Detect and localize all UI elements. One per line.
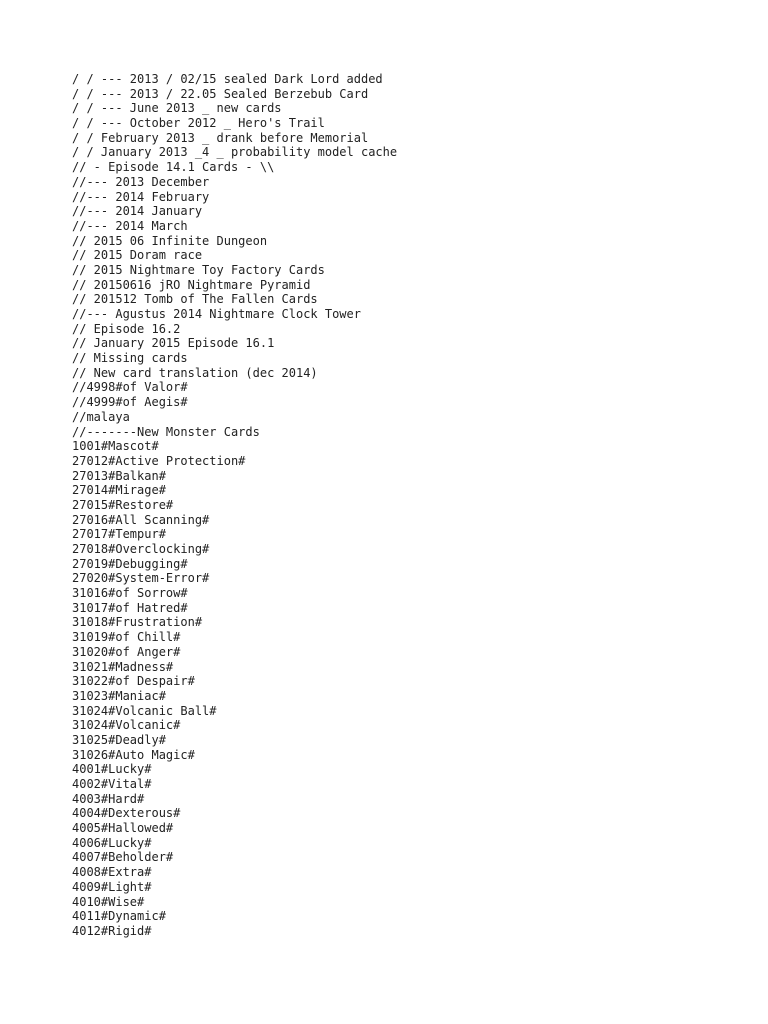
text-line: 31016#of Sorrow# [72,586,188,601]
text-line: 31024#Volcanic# [72,718,181,733]
text-line: 27018#Overclocking# [72,542,210,556]
text-line: //--- 2014 February [72,189,210,204]
text-line: 4008#Extra# [72,865,152,880]
text-line: / / --- June 2013 _ new cards [72,101,282,116]
text-line: 1001#Mascot# [72,439,159,454]
text-line: 4001#Lucky# [72,762,152,777]
text-line: // 2015 06 Infinite Dungeon [72,233,268,248]
text-line: 27019#Debugging# [72,556,188,571]
text-line: // - Episode 14.1 Cards - \\ [72,160,275,175]
text-line: / / --- October 2012 _ Hero's Trail [72,116,325,131]
text-line: // 20150616 jRO Nightmare Pyramid [72,277,311,292]
text-line: 31022#of Despair# [72,674,195,689]
text-line: 27016#All Scanning# [72,512,210,527]
text-line: //malaya [72,409,130,424]
text-line: 4010#Wise# [72,894,145,909]
text-line: // New card translation (dec 2014) [72,365,318,380]
text-line: 4005#Hallowed# [72,821,174,836]
text-line: 31026#Auto Magic# [72,747,195,762]
document-text [72,72,397,939]
text-line: 31021#Madness# [72,659,174,674]
text-line: 31020#of Anger# [72,644,181,659]
text-line: 31019#of Chill# [72,630,181,645]
text-line: // 2015 Doram race [72,248,203,263]
text-line: 4007#Beholder# [72,850,174,865]
text-line: //--- 2014 March [72,218,188,233]
text-line: 4012#Rigid# [72,923,152,938]
text-line: 4009#Light# [72,879,152,894]
text-line: 4011#Dynamic# [72,909,166,924]
text-line: // January 2015 Episode 16.1 [72,336,275,351]
text-line: // 2015 Nightmare Toy Factory Cards [72,262,325,277]
text-line: 31025#Deadly# [72,732,166,747]
text-line: //-------New Monster Cards [72,424,260,439]
text-line: //4999#of Aegis# [72,395,188,410]
text-line: // Episode 16.2 [72,321,181,336]
text-line: / / February 2013 _ drank before Memorial [72,130,369,145]
text-line: 27020#System-Error# [72,571,210,586]
text-line: //--- Agustus 2014 Nightmare Clock Tower [72,307,361,321]
text-line: // Missing cards [72,351,188,366]
text-line: 4003#Hard# [72,791,145,806]
text-line: //--- 2014 January [72,204,203,219]
text-line: 31024#Volcanic Ball# [72,703,217,718]
text-line: 31023#Maniac# [72,688,166,703]
text-line: 4006#Lucky# [72,835,152,850]
text-line: //4998#of Valor# [72,380,188,395]
text-line: 31018#Frustration# [72,615,203,630]
text-line: 31017#of Hatred# [72,600,188,615]
text-line: 27017#Tempur# [72,527,166,542]
text-line: 27012#Active Protection# [72,453,246,468]
text-line: 27014#Mirage# [72,483,166,498]
text-line: 27015#Restore# [72,497,174,512]
text-line: 4002#Vital# [72,777,152,791]
text-line: 4004#Dexterous# [72,806,181,821]
text-line: // 201512 Tomb of The Fallen Cards [72,292,318,307]
text-line: / / --- 2013 / 02/15 sealed Dark Lord added [72,72,383,86]
text-line: / / --- 2013 / 22.05 Sealed Berzebub Card [72,86,369,101]
text-line: //--- 2013 December [72,174,210,189]
text-line: / / January 2013 _4 _ probability model cache [72,145,398,160]
text-line: 27013#Balkan# [72,468,166,483]
